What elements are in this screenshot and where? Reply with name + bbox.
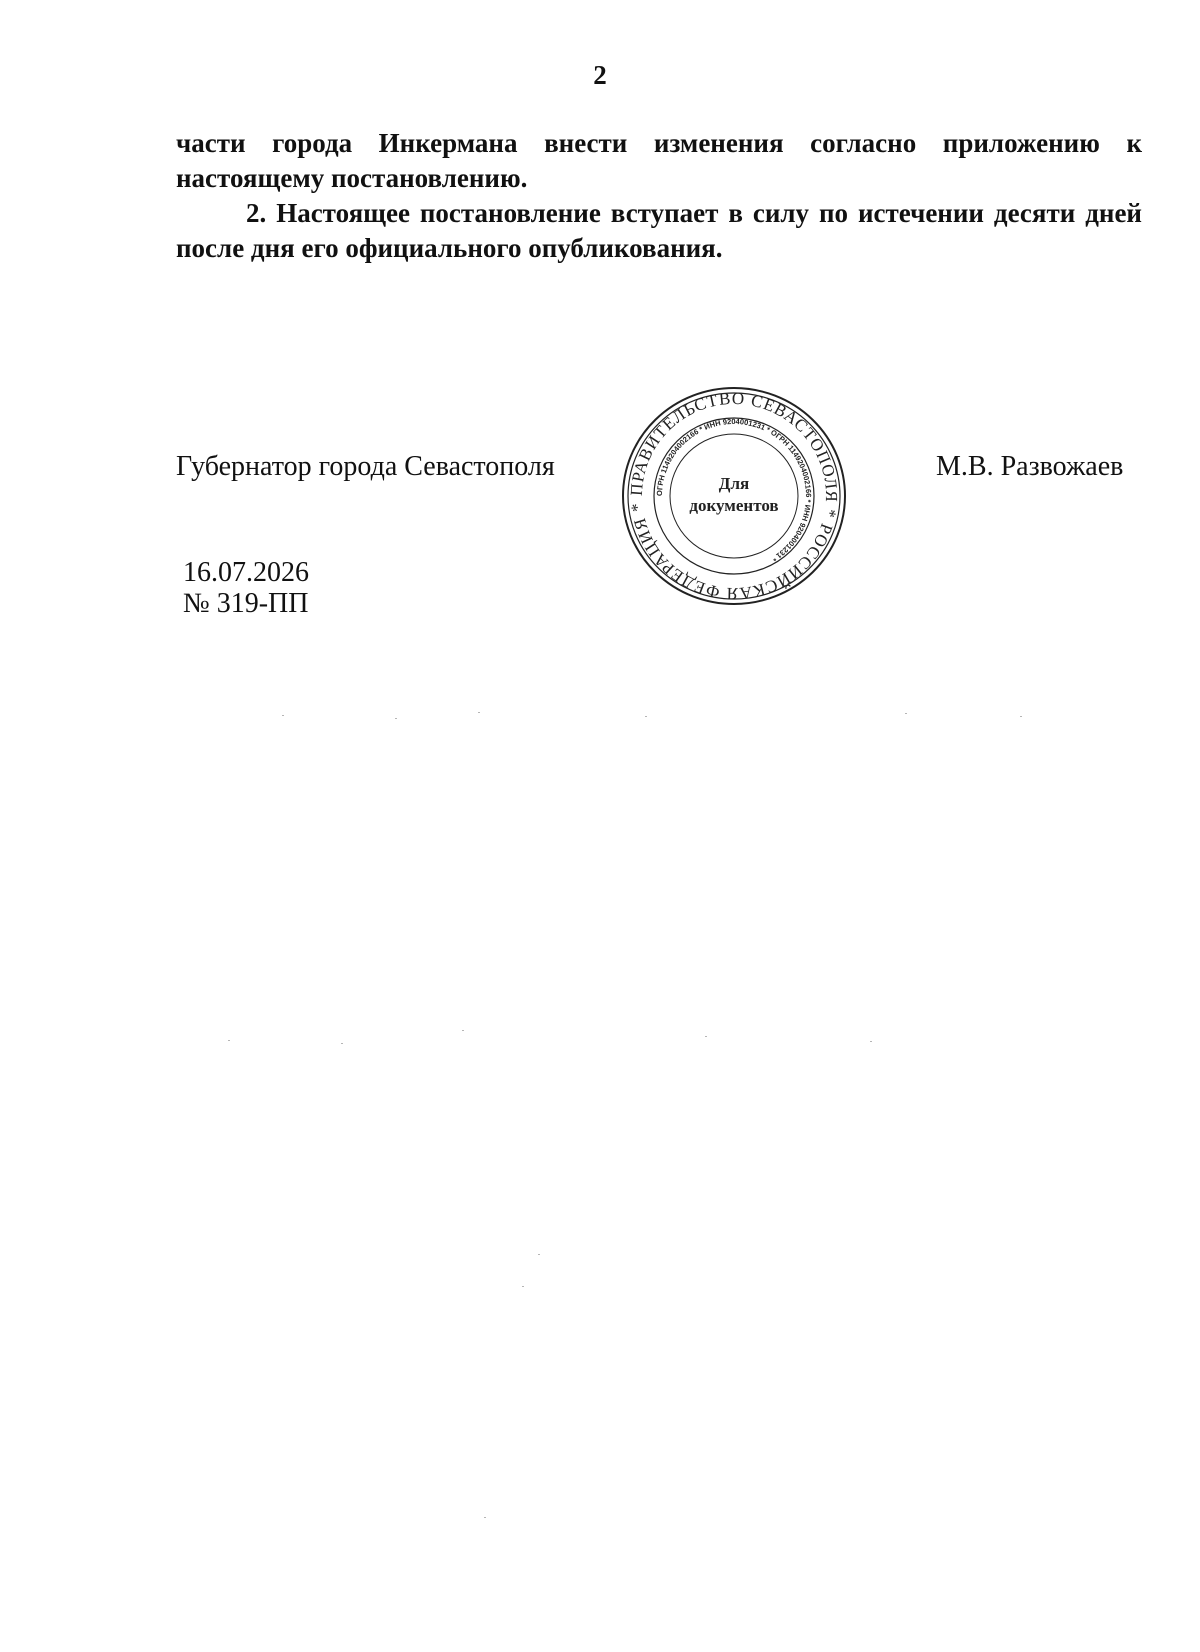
page-number: 2: [593, 60, 607, 90]
seal-center-line-1: Для: [718, 474, 750, 493]
signatory-name: М.В. Развожаев: [936, 451, 1124, 482]
scan-speck: [341, 1043, 343, 1044]
scan-speck: [282, 715, 284, 716]
scan-speck: [538, 1254, 540, 1255]
scan-speck: [905, 713, 907, 714]
document-body: [176, 126, 1142, 266]
scan-speck: [645, 716, 647, 717]
signatory-title: Губернатор города Севастополя: [176, 451, 555, 482]
scan-speck: [870, 1041, 872, 1042]
scan-speck: [1020, 716, 1022, 717]
scan-speck: [462, 1030, 464, 1031]
scan-speck: [478, 712, 480, 713]
document-number: № 319-ПП: [183, 588, 309, 619]
seal-outer-text: ПРАВИТЕЛЬСТВО СЕВАСТОПОЛЯ * РОССИЙСКАЯ ФЕДЕРАЦИЯ *: [626, 388, 842, 604]
seal-center-line-2: документов: [689, 496, 779, 515]
scan-speck: [522, 1286, 524, 1287]
seal-inner-text: ОГРН 1149204002166 * ИНН 9204001231 * ОГРН 1149204002166 * ИНН 9204001231 *: [654, 416, 814, 564]
paragraph-item-2: 2. Настоящее постановление вступает в силу по истечении десяти дней после дня его официального опубликования.: [176, 198, 1142, 263]
official-seal: [620, 385, 848, 607]
scan-speck: [484, 1517, 486, 1518]
scan-speck: [228, 1040, 230, 1041]
document-date: 16.07.2026: [183, 557, 309, 588]
paragraph-continuation: части города Инкермана внести изменения согласно приложению к настоящему постановлению.: [176, 128, 1142, 193]
scan-speck: [705, 1036, 707, 1037]
scan-speck: [395, 718, 397, 719]
